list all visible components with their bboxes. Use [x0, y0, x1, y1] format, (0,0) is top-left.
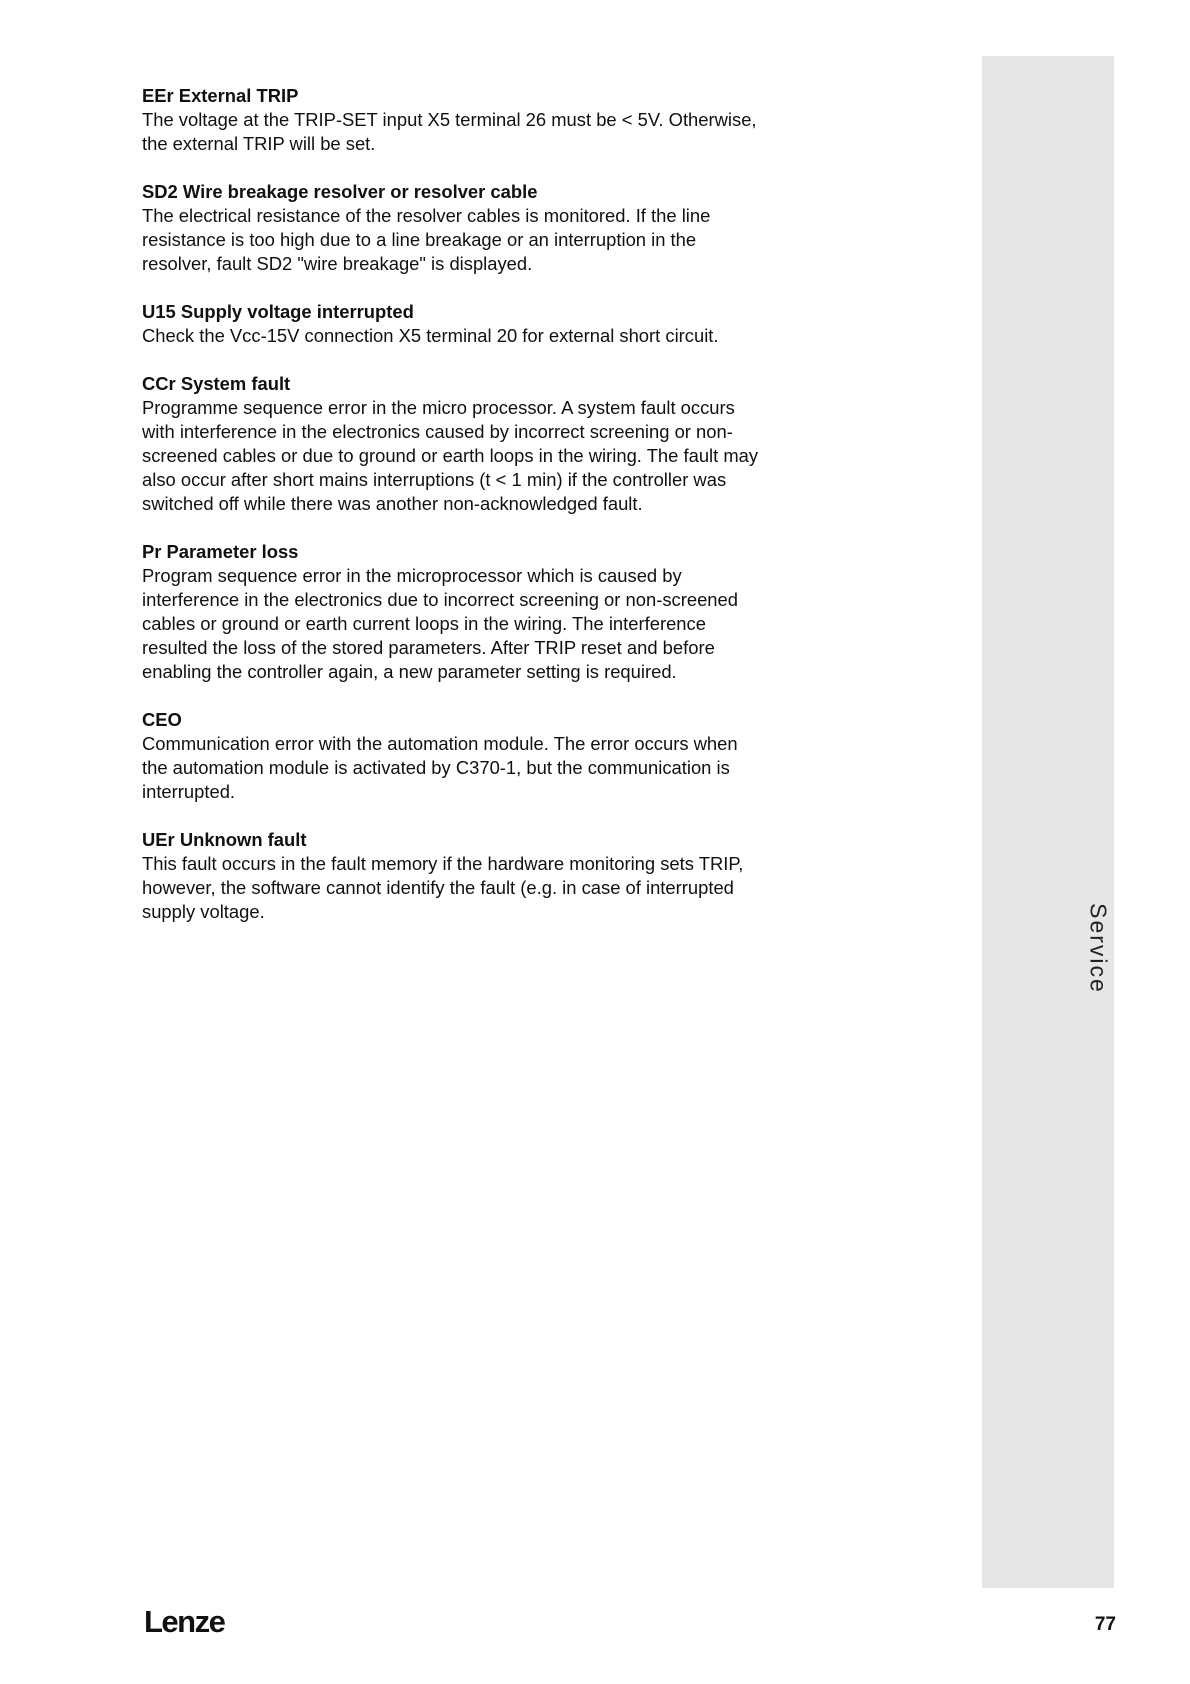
fault-section-sd2: [142, 180, 762, 276]
page-number: 77: [1094, 1614, 1116, 1635]
fault-title: SD2 Wire breakage resolver or resolver cable: [142, 181, 538, 202]
fault-description: Programme sequence error in the micro processor. A system fault occurs with interference in the electronics caused by incorrect screening or non-screened cables or due to ground or earth loops in the wiring. The fault may also occur after short mains interruptions (t < 1 min) if the controller was switched off while there was another non-acknowledged fault.: [142, 397, 759, 514]
fault-title: CCr System fault: [142, 373, 291, 394]
fault-section-ceo: [142, 708, 762, 804]
fault-title: UEr Unknown fault: [142, 829, 307, 850]
fault-descriptions: [142, 84, 762, 948]
fault-title: CEO: [142, 709, 182, 730]
fault-section-u15: [142, 300, 762, 348]
side-tab-label: Service: [1085, 903, 1112, 994]
fault-section-ccr: [142, 372, 762, 516]
fault-section-uer: [142, 828, 762, 924]
fault-title: Pr Parameter loss: [142, 541, 299, 562]
side-tab-band: [982, 56, 1114, 1588]
fault-description: The electrical resistance of the resolver cables is monitored. If the line resistance is too high due to a line breakage or an interruption in the resolver, fault SD2 "wire breakage" is displayed.: [142, 205, 711, 274]
fault-description: Communication error with the automation module. The error occurs when the automation module is activated by C370-1, but the communication is interrupted.: [142, 733, 738, 802]
fault-description: This fault occurs in the fault memory if the hardware monitoring sets TRIP, however, the software cannot identify the fault (e.g. in case of interrupted supply voltage.: [142, 853, 744, 922]
fault-section-pr: [142, 540, 762, 684]
fault-section-eer: [142, 84, 762, 156]
fault-description: The voltage at the TRIP-SET input X5 terminal 26 must be < 5V. Otherwise, the external TRIP will be set.: [142, 109, 757, 154]
fault-title: EEr External TRIP: [142, 85, 299, 106]
fault-title: U15 Supply voltage interrupted: [142, 301, 414, 322]
fault-description: Program sequence error in the microprocessor which is caused by interference in the electronics due to incorrect screening or non-screened cables or ground or earth current loops in the wiring. The interference resulted the loss of the stored parameters. After TRIP reset and before enabling the controller again, a new parameter setting is required.: [142, 565, 738, 682]
lenze-logo: Lenze: [144, 1604, 225, 1639]
fault-description: Check the Vcc-15V connection X5 terminal 20 for external short circuit.: [142, 325, 719, 346]
